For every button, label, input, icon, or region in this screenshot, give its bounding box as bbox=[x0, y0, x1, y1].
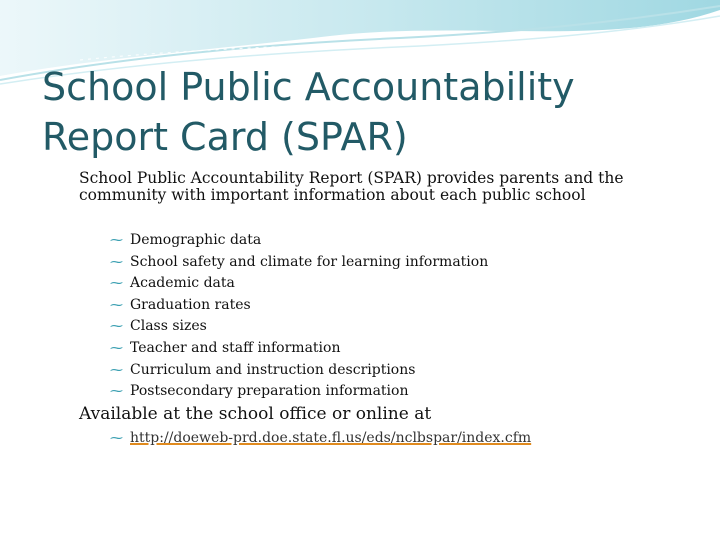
list-item bbox=[110, 252, 488, 274]
list-item bbox=[110, 316, 488, 338]
list-item bbox=[110, 428, 531, 450]
list-item bbox=[110, 338, 488, 360]
list-item-text: Graduation rates bbox=[130, 296, 251, 313]
list-item-text: Curriculum and instruction descriptions bbox=[130, 361, 416, 378]
list-item bbox=[110, 230, 488, 252]
info-list bbox=[110, 230, 488, 403]
intro-paragraph: School Public Accountability Report (SPAR) provides parents and the community with important information about each public school bbox=[79, 169, 624, 204]
list-item bbox=[110, 360, 488, 382]
curly-bullet-icon: ⁓ bbox=[110, 384, 123, 400]
spar-link[interactable]: http://doeweb-prd.doe.state.fl.us/eds/nclbspar/index.cfm bbox=[130, 430, 532, 446]
curly-bullet-icon: ⁓ bbox=[110, 297, 123, 313]
list-item-text: Academic data bbox=[130, 275, 235, 292]
curly-bullet-icon: ⁓ bbox=[110, 431, 123, 446]
list-item bbox=[110, 273, 488, 295]
link-list bbox=[110, 428, 531, 450]
availability-text: Available at the school office or online at bbox=[79, 404, 432, 424]
list-item bbox=[110, 295, 488, 317]
slide-title: School Public Accountability Report Card (SPAR) bbox=[42, 65, 575, 159]
list-item-text: Postsecondary preparation information bbox=[130, 383, 409, 400]
list-item-text: School safety and climate for learning information bbox=[130, 253, 489, 270]
curly-bullet-icon: ⁓ bbox=[110, 340, 123, 356]
list-item-text: Demographic data bbox=[130, 232, 262, 248]
list-item-text: Class sizes bbox=[130, 318, 207, 335]
curly-bullet-icon: ⁓ bbox=[110, 254, 123, 270]
list-item bbox=[110, 381, 488, 403]
curly-bullet-icon: ⁓ bbox=[110, 319, 123, 335]
curly-bullet-icon: ⁓ bbox=[110, 233, 123, 248]
list-item-text: Teacher and staff information bbox=[130, 339, 341, 356]
curly-bullet-icon: ⁓ bbox=[110, 362, 123, 378]
curly-bullet-icon: ⁓ bbox=[110, 276, 123, 292]
